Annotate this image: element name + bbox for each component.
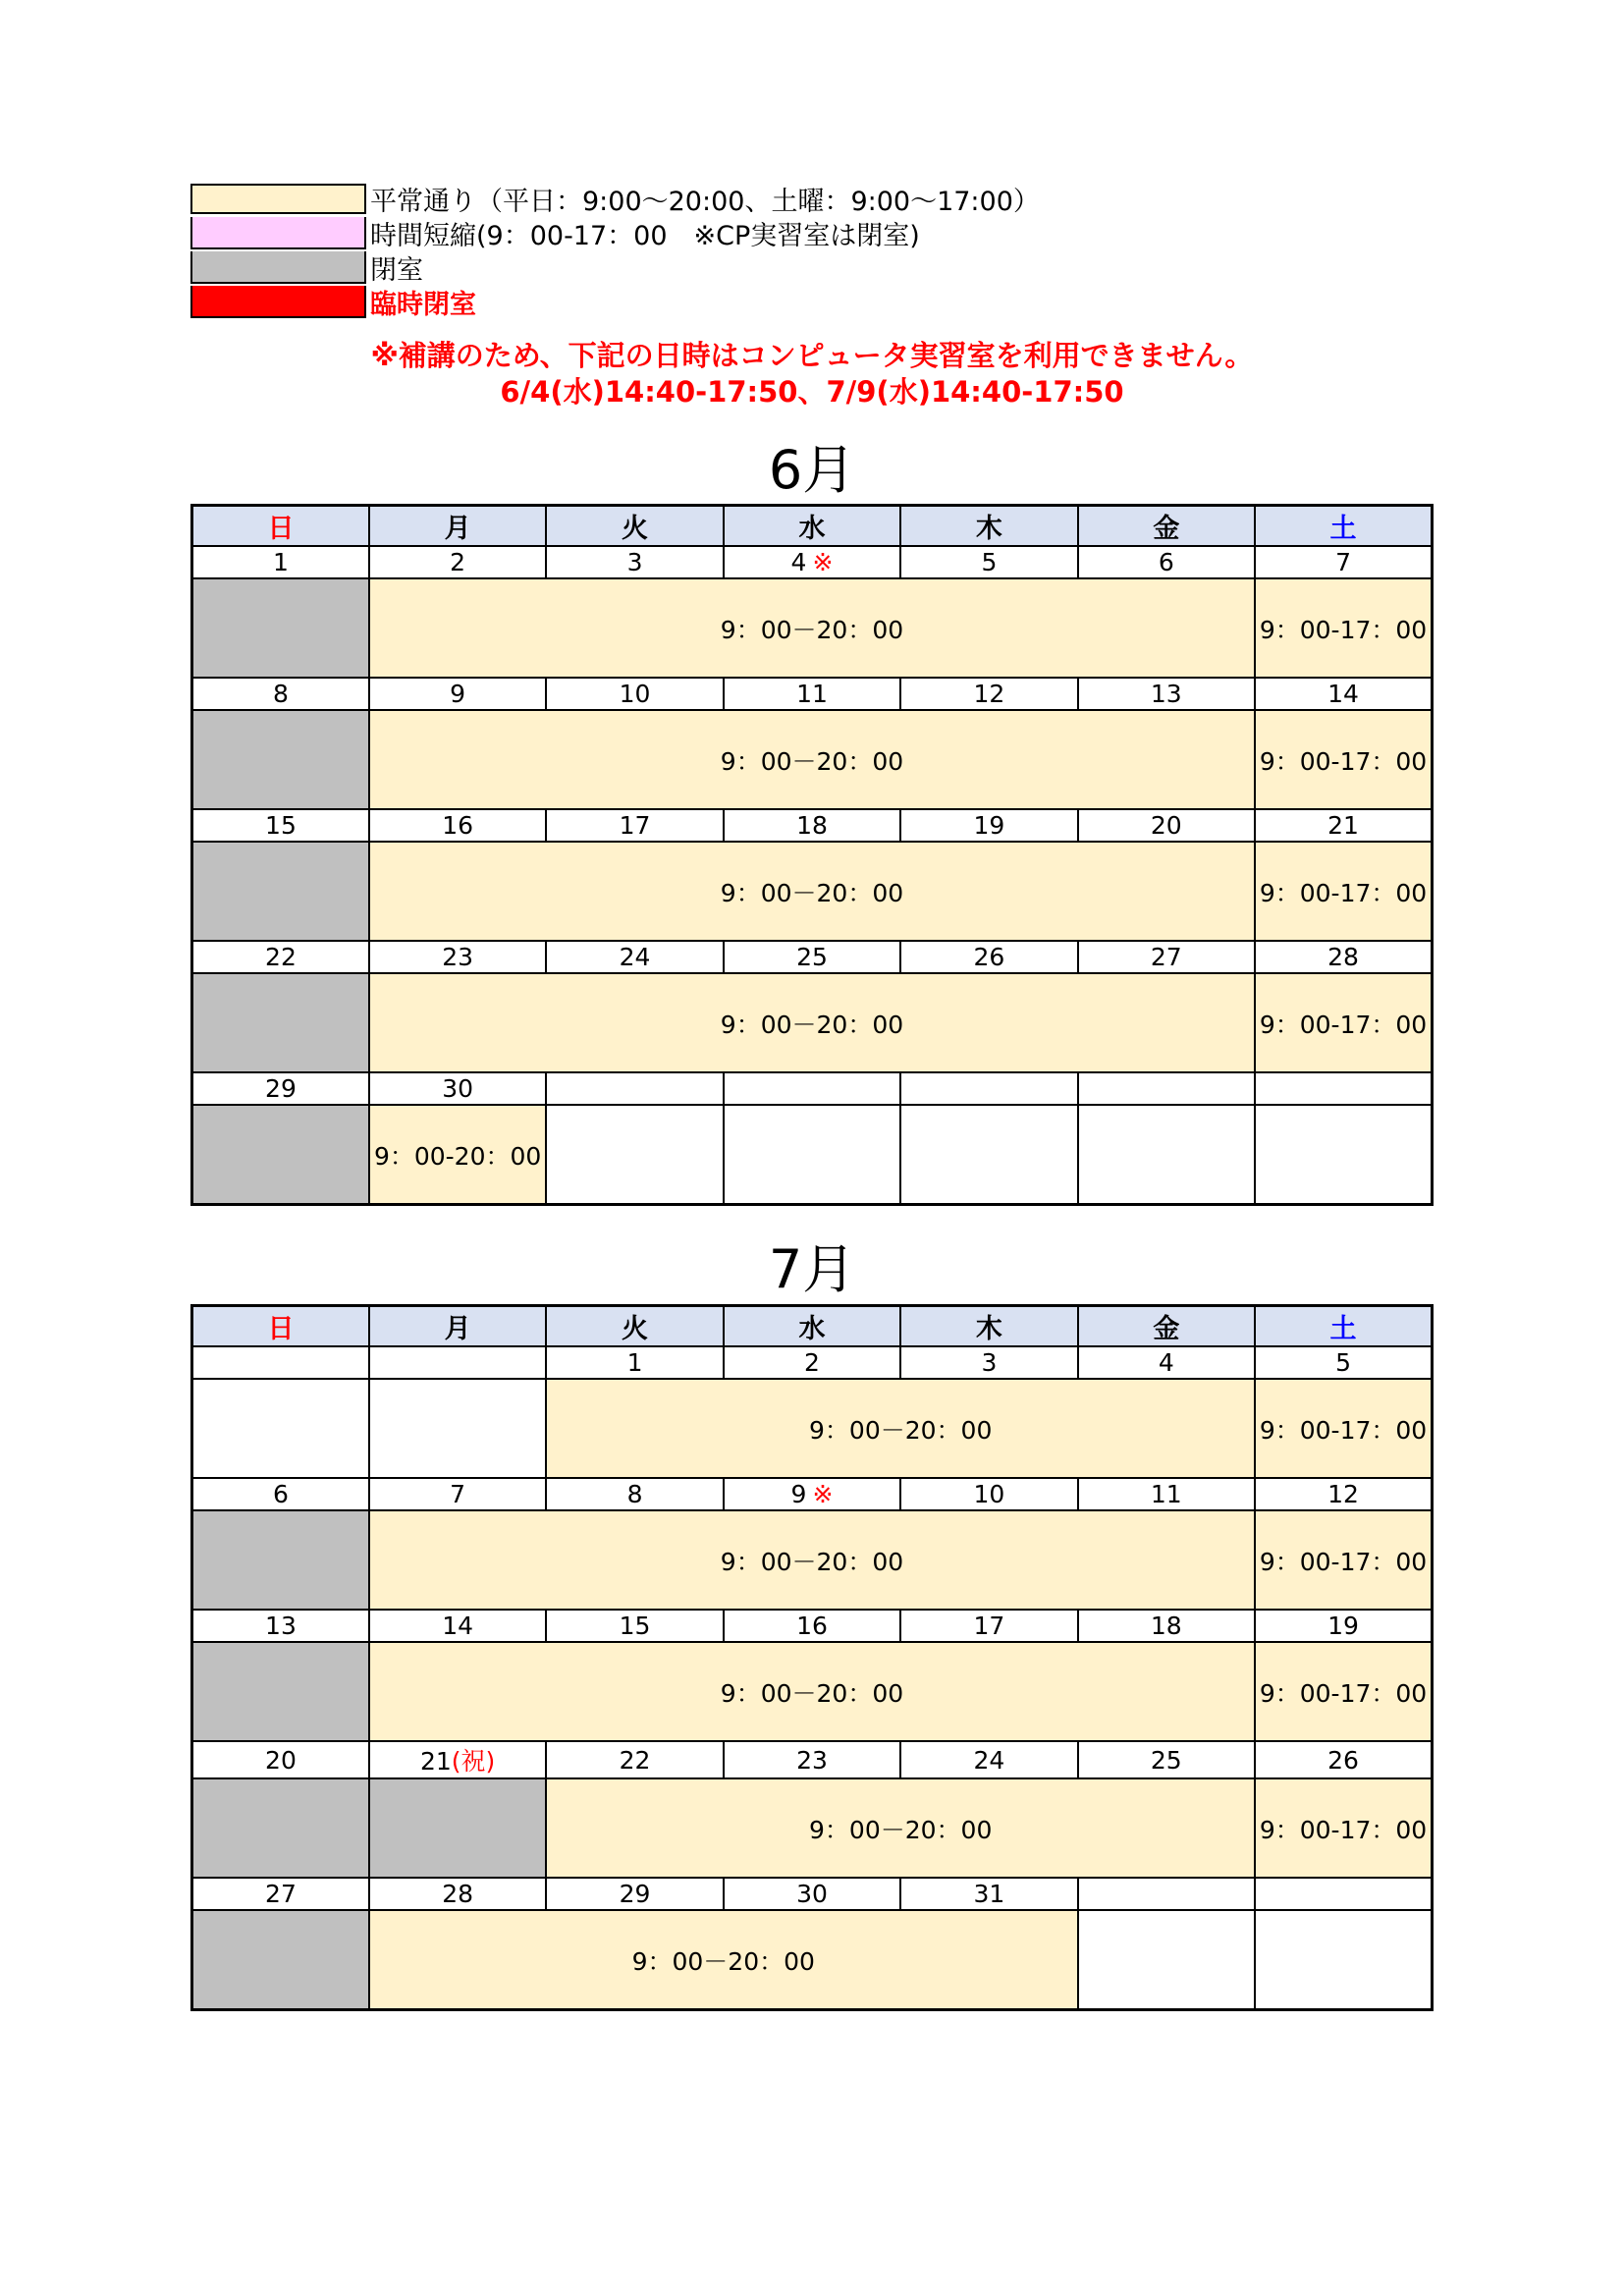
date-row: [192, 678, 1433, 710]
date-cell: [900, 546, 1077, 578]
date-number: 18: [796, 811, 828, 840]
date-cell: [1078, 1610, 1255, 1642]
date-cell: [900, 1072, 1077, 1105]
date-number: 16: [796, 1612, 828, 1640]
date-number: 16: [442, 811, 474, 840]
legend-item: [190, 285, 1040, 319]
legend-swatch: [190, 251, 366, 284]
hours-cell: 9：00-17：00: [1255, 1778, 1432, 1878]
date-row: [192, 941, 1433, 973]
date-cell: [724, 1072, 900, 1105]
hours-row: [192, 1105, 1433, 1205]
date-cell: [1078, 1072, 1255, 1105]
empty-cell: [900, 1105, 1077, 1205]
date-row: [192, 1878, 1433, 1910]
hours-cell: 9：00-17：00: [1255, 710, 1432, 809]
date-number: 11: [1150, 1480, 1182, 1508]
date-number: 6: [1158, 548, 1174, 576]
empty-cell: [724, 1105, 900, 1205]
date-number: 3: [981, 1348, 998, 1377]
date-number: 9: [450, 680, 466, 708]
date-cell: [192, 941, 369, 973]
month-title-june: 6月: [768, 439, 856, 501]
date-number: 28: [442, 1880, 474, 1908]
date-number: 13: [265, 1612, 297, 1640]
empty-cell: [1255, 1105, 1432, 1205]
date-cell: [192, 1610, 369, 1642]
date-number: 2: [450, 548, 466, 576]
date-cell: [192, 1346, 369, 1379]
weekday-header-row: [192, 506, 1433, 547]
date-cell: [369, 1610, 546, 1642]
date-number: 27: [1150, 943, 1182, 971]
hours-cell: 9：00-17：00: [1255, 578, 1432, 678]
date-cell: [724, 546, 900, 578]
closed-cell: [192, 973, 369, 1072]
date-number: 22: [619, 1745, 651, 1775]
date-cell: [724, 809, 900, 842]
closed-cell: [192, 1778, 369, 1878]
date-number: 27: [265, 1880, 297, 1908]
date-cell: [1078, 941, 1255, 973]
date-number: 24: [973, 1745, 1005, 1775]
date-cell: [1078, 1878, 1255, 1910]
weekday-header-row: [192, 1306, 1433, 1347]
date-cell: [369, 1741, 546, 1778]
legend-item: [190, 216, 1040, 250]
date-number: 15: [619, 1612, 651, 1640]
date-number: 6: [273, 1480, 289, 1508]
date-cell: [724, 1346, 900, 1379]
closed-cell: [192, 1510, 369, 1610]
date-number: 30: [442, 1074, 474, 1103]
date-cell: [724, 678, 900, 710]
weekday-header: 木: [900, 1306, 1077, 1347]
date-row: [192, 809, 1433, 842]
date-number: 20: [1150, 811, 1182, 840]
hours-cell: 9：00－20：00: [369, 842, 1255, 941]
notice-line-1: ※補講のため、下記の日時はコンピュータ実習室を利用できません。: [370, 339, 1254, 372]
date-cell: [1255, 546, 1432, 578]
closed-cell: [192, 710, 369, 809]
date-row: [192, 1741, 1433, 1778]
date-number: 25: [796, 943, 828, 971]
date-number: 5: [981, 548, 998, 576]
hours-row: [192, 710, 1433, 809]
calendar-june: [190, 504, 1434, 1206]
closed-cell: [192, 842, 369, 941]
weekday-header: 土: [1255, 506, 1432, 547]
date-number: 30: [796, 1880, 828, 1908]
date-cell: [1255, 1878, 1432, 1910]
weekday-header: 火: [546, 506, 723, 547]
date-number: 19: [973, 811, 1005, 840]
date-number: 14: [1327, 680, 1359, 708]
hours-cell: 9：00-17：00: [1255, 1379, 1432, 1478]
hours-cell: 9：00-17：00: [1255, 1510, 1432, 1610]
date-cell: [369, 941, 546, 973]
closed-cell: [369, 1778, 546, 1878]
date-number: 23: [796, 1745, 828, 1775]
date-cell: [1255, 1478, 1432, 1510]
date-cell: [724, 941, 900, 973]
date-cell: [369, 809, 546, 842]
hours-cell: 9：00-17：00: [1255, 842, 1432, 941]
date-number: 7: [450, 1480, 466, 1508]
date-cell: [546, 678, 723, 710]
legend-label: 閉室: [370, 255, 423, 286]
date-number: 8: [626, 1480, 643, 1508]
date-cell: [724, 1610, 900, 1642]
hours-cell: 9：00－20：00: [369, 710, 1255, 809]
hours-cell: 9：00-17：00: [1255, 973, 1432, 1072]
date-cell: [724, 1878, 900, 1910]
note-mark: ※: [812, 548, 834, 576]
date-cell: [1078, 809, 1255, 842]
date-cell: [192, 809, 369, 842]
date-number: 10: [973, 1480, 1005, 1508]
hours-cell: 9：00－20：00: [369, 973, 1255, 1072]
hours-row: [192, 1379, 1433, 1478]
date-number: 26: [973, 943, 1005, 971]
legend: [190, 182, 1040, 319]
date-cell: [546, 1072, 723, 1105]
date-cell: [546, 1878, 723, 1910]
date-number: 22: [265, 943, 297, 971]
date-number: 24: [619, 943, 651, 971]
closed-cell: [192, 1642, 369, 1741]
weekday-header: 金: [1078, 1306, 1255, 1347]
date-number: 2: [804, 1348, 820, 1377]
calendar-july: [190, 1304, 1434, 2011]
weekday-header: 日: [192, 506, 369, 547]
legend-swatch: [190, 286, 366, 318]
hours-cell: 9：00-20：00: [369, 1105, 546, 1205]
empty-cell: [1078, 1105, 1255, 1205]
hours-row: [192, 1642, 1433, 1741]
weekday-header: 木: [900, 506, 1077, 547]
legend-label: 時間短縮(9：00-17：00 ※CP実習室は閉室): [370, 221, 920, 251]
date-number: 17: [619, 811, 651, 840]
date-number: 25: [1150, 1745, 1182, 1775]
legend-swatch: [190, 217, 366, 249]
date-cell: [900, 809, 1077, 842]
date-cell: [724, 1478, 900, 1510]
weekday-header: 水: [724, 1306, 900, 1347]
date-cell: [546, 1610, 723, 1642]
hours-row: [192, 973, 1433, 1072]
date-row: [192, 546, 1433, 578]
hours-cell: 9：00－20：00: [369, 1510, 1255, 1610]
date-cell: [1255, 941, 1432, 973]
hours-row: [192, 1910, 1433, 2010]
date-number: 4: [790, 548, 807, 576]
hours-cell: 9：00－20：00: [369, 1910, 1078, 2010]
date-number: 5: [1335, 1348, 1351, 1377]
note-mark: ※: [812, 1480, 834, 1508]
date-cell: [1078, 1346, 1255, 1379]
date-cell: [1255, 1741, 1432, 1778]
date-cell: [369, 678, 546, 710]
date-cell: [1078, 678, 1255, 710]
date-number: 7: [1335, 548, 1351, 576]
closed-cell: [192, 1910, 369, 2010]
date-cell: [192, 678, 369, 710]
date-number: 21: [1327, 811, 1359, 840]
hours-cell: 9：00-17：00: [1255, 1642, 1432, 1741]
date-cell: [192, 1072, 369, 1105]
date-number: 10: [619, 680, 651, 708]
date-cell: [900, 1878, 1077, 1910]
weekday-header: 土: [1255, 1306, 1432, 1347]
date-cell: [369, 1072, 546, 1105]
weekday-header: 水: [724, 506, 900, 547]
date-cell: [900, 941, 1077, 973]
date-number: 8: [273, 680, 289, 708]
weekday-header: 月: [369, 1306, 546, 1347]
date-cell: [192, 1478, 369, 1510]
legend-swatch: [190, 184, 366, 214]
date-cell: [192, 1741, 369, 1778]
date-cell: [1255, 678, 1432, 710]
date-cell: [1255, 1610, 1432, 1642]
date-number: 18: [1150, 1612, 1182, 1640]
legend-item: [190, 250, 1040, 285]
hours-cell: 9：00－20：00: [546, 1379, 1255, 1478]
hours-row: [192, 1510, 1433, 1610]
date-number: 17: [973, 1612, 1005, 1640]
empty-cell: [546, 1105, 723, 1205]
date-number: 9: [790, 1480, 807, 1508]
date-cell: [1255, 1346, 1432, 1379]
date-cell: [1078, 546, 1255, 578]
date-number: 11: [796, 680, 828, 708]
date-cell: [546, 546, 723, 578]
empty-cell: [1078, 1910, 1255, 2010]
date-number: 28: [1327, 943, 1359, 971]
date-number: 12: [1327, 1480, 1359, 1508]
date-cell: [900, 1610, 1077, 1642]
closed-cell: [192, 1105, 369, 1205]
date-number: 14: [442, 1612, 474, 1640]
date-row: [192, 1346, 1433, 1379]
date-cell: [546, 1346, 723, 1379]
date-cell: [1078, 1478, 1255, 1510]
empty-cell: [192, 1379, 369, 1478]
month-title-july: 7月: [768, 1238, 856, 1300]
empty-cell: [1255, 1910, 1432, 2010]
date-number: 4: [1158, 1348, 1174, 1377]
date-number: 29: [619, 1880, 651, 1908]
weekday-header: 月: [369, 506, 546, 547]
date-number: 21: [419, 1747, 452, 1776]
empty-cell: [369, 1379, 546, 1478]
legend-item: [190, 182, 1040, 216]
hours-cell: 9：00－20：00: [546, 1778, 1255, 1878]
date-cell: [724, 1741, 900, 1778]
date-cell: [546, 1478, 723, 1510]
weekday-header: 火: [546, 1306, 723, 1347]
date-row: [192, 1072, 1433, 1105]
legend-label: 臨時閉室: [370, 290, 476, 320]
date-number: 20: [265, 1745, 297, 1775]
date-cell: [192, 1878, 369, 1910]
closed-cell: [192, 578, 369, 678]
notice-line-2: 6/4(水)14:40-17:50、7/9(水)14:40-17:50: [500, 375, 1124, 409]
hours-row: [192, 842, 1433, 941]
date-cell: [546, 1741, 723, 1778]
date-cell: [546, 809, 723, 842]
date-cell: [900, 1346, 1077, 1379]
date-number: 12: [973, 680, 1005, 708]
date-cell: [900, 678, 1077, 710]
date-number: 26: [1327, 1745, 1359, 1775]
date-cell: [369, 546, 546, 578]
date-number: 1: [626, 1348, 643, 1377]
date-number: 29: [265, 1074, 297, 1103]
holiday-mark: (祝): [451, 1747, 496, 1776]
date-cell: [369, 1346, 546, 1379]
date-row: [192, 1610, 1433, 1642]
date-cell: [1255, 809, 1432, 842]
date-number: 1: [273, 548, 289, 576]
date-number: 23: [442, 943, 474, 971]
date-cell: [1078, 1741, 1255, 1778]
date-number: 3: [626, 548, 643, 576]
date-cell: [192, 546, 369, 578]
date-cell: [369, 1878, 546, 1910]
date-cell: [546, 941, 723, 973]
weekday-header: 金: [1078, 506, 1255, 547]
hours-cell: 9：00－20：00: [369, 1642, 1255, 1741]
date-cell: [369, 1478, 546, 1510]
date-number: 13: [1150, 680, 1182, 708]
date-number: 15: [265, 811, 297, 840]
date-number: 31: [973, 1880, 1005, 1908]
date-row: [192, 1478, 1433, 1510]
date-cell: [1255, 1072, 1432, 1105]
hours-cell: 9：00－20：00: [369, 578, 1255, 678]
date-cell: [900, 1741, 1077, 1778]
weekday-header: 日: [192, 1306, 369, 1347]
hours-row: [192, 578, 1433, 678]
legend-label: 平常通り（平日：9:00～20:00、土曜：9:00～17:00）: [370, 187, 1040, 217]
hours-row: [192, 1778, 1433, 1878]
date-number: 19: [1327, 1612, 1359, 1640]
date-cell: [900, 1478, 1077, 1510]
